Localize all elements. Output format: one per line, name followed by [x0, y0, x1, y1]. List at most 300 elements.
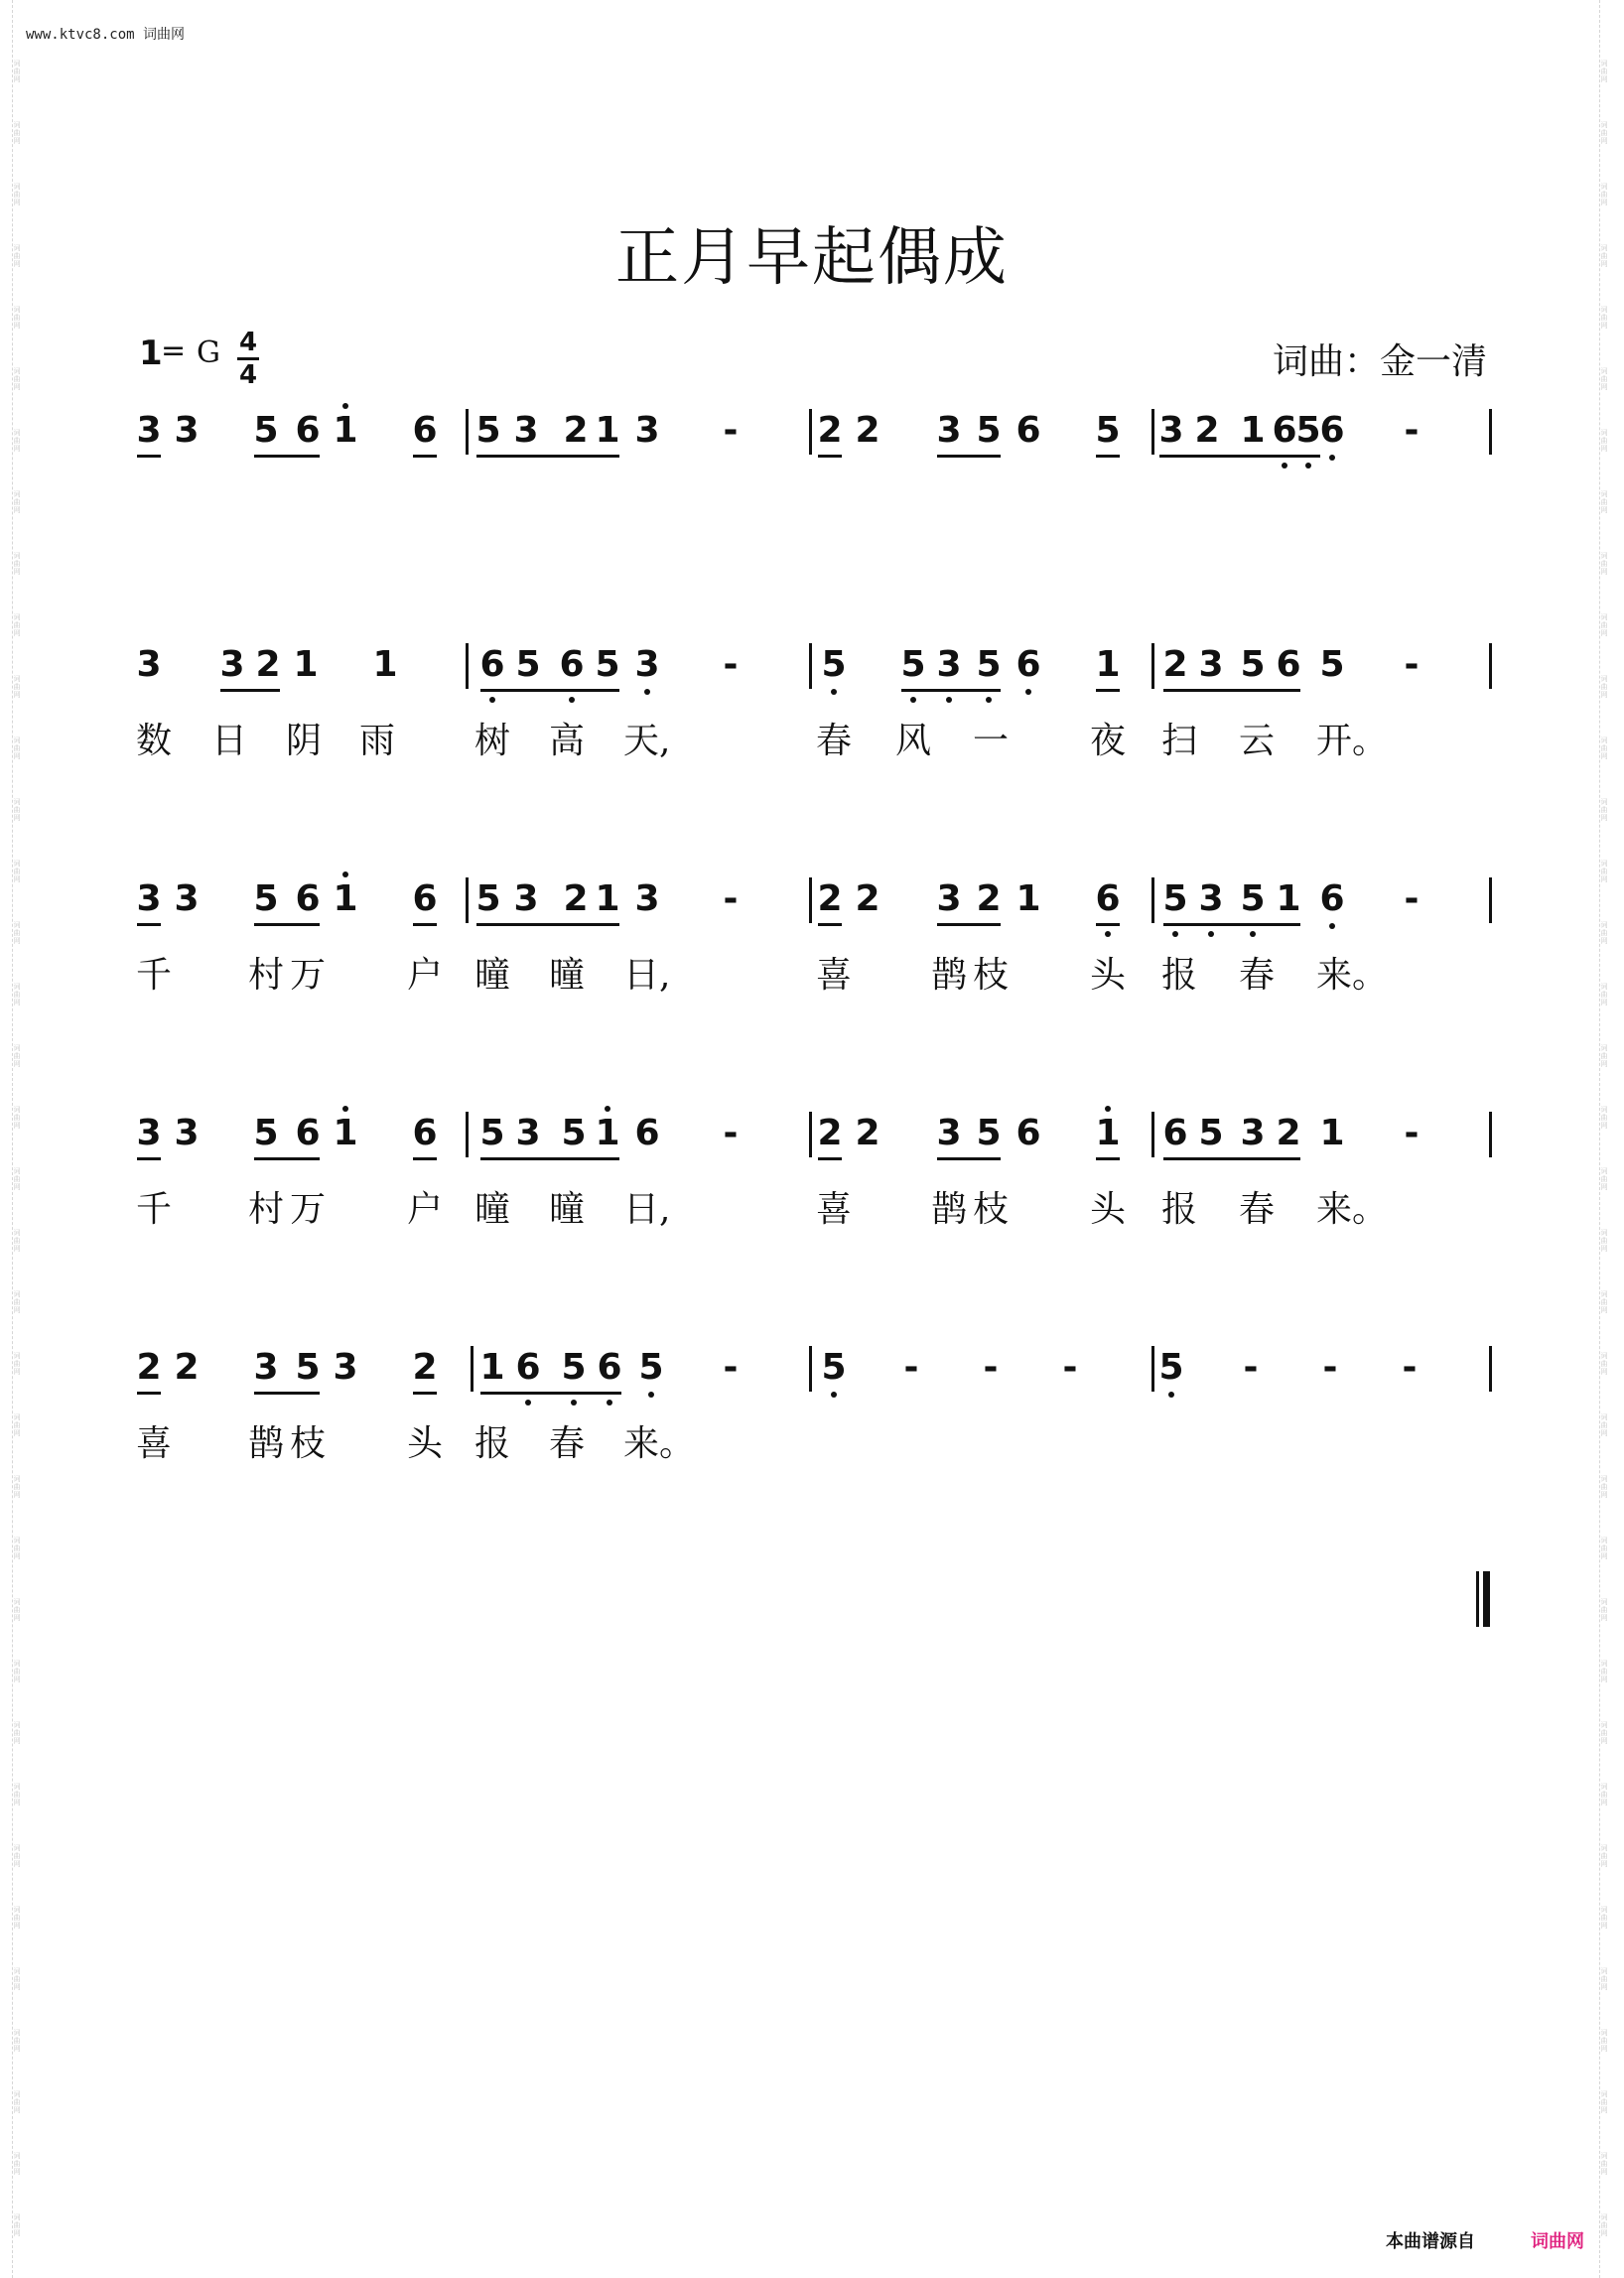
- lyric-char: 万: [290, 955, 327, 996]
- key-name: G: [197, 335, 220, 370]
- note: 3: [174, 1113, 200, 1153]
- note-dash: -: [1402, 1347, 1418, 1388]
- underline-beam: [476, 923, 619, 926]
- side-watermark-mark: 词 曲 网: [13, 1537, 21, 1560]
- side-watermark-mark: 词 曲 网: [1600, 1475, 1608, 1499]
- lyric-char: 喜: [136, 1423, 173, 1464]
- side-watermark-mark: 词 曲 网: [1600, 367, 1608, 391]
- lyric-char: 日: [211, 721, 248, 761]
- lyric-char: 数: [136, 721, 173, 761]
- side-watermark-mark: 词 曲 网: [13, 798, 21, 822]
- low-octave-dot: [1172, 931, 1178, 937]
- note: 6: [412, 410, 438, 451]
- note: 5: [253, 878, 279, 919]
- underline-beam: [480, 689, 619, 692]
- underline-beam: [818, 923, 842, 926]
- note: 6: [1272, 410, 1297, 451]
- side-watermark-mark: 词 曲 网: [13, 1106, 21, 1130]
- side-watermark-mark: 词 曲 网: [1600, 1106, 1608, 1130]
- note: 6: [479, 644, 505, 685]
- side-watermark-mark: 词 曲 网: [1600, 2213, 1608, 2237]
- barline: [466, 1112, 469, 1157]
- lyric-char: 千: [136, 955, 173, 996]
- note: 3: [174, 410, 200, 451]
- side-watermark-mark: 词 曲 网: [13, 613, 21, 637]
- underline-beam: [1163, 1157, 1300, 1160]
- time-signature-top: 4: [238, 328, 258, 357]
- note: 3: [515, 1113, 541, 1153]
- lyric-char: 头: [1090, 1189, 1127, 1230]
- high-octave-dot: [342, 871, 348, 877]
- note: 2: [1194, 410, 1220, 451]
- note: 1: [1276, 878, 1301, 919]
- side-watermark-mark: 词 曲 网: [13, 1721, 21, 1745]
- note: 3: [136, 410, 162, 451]
- lyric-char: 户: [407, 955, 444, 996]
- note-dash: -: [1322, 1347, 1338, 1388]
- note-dash: -: [723, 410, 739, 451]
- composer-credit: 词曲：金一清: [1272, 341, 1487, 382]
- underline-beam: [818, 1157, 842, 1160]
- underline-beam: [254, 923, 320, 926]
- barline: [466, 409, 469, 455]
- note: 3: [174, 878, 200, 919]
- side-watermark-mark: 词 曲 网: [1600, 1660, 1608, 1683]
- underline-beam: [137, 1392, 161, 1395]
- time-signature-bottom: 4: [238, 360, 258, 390]
- barline: [471, 1346, 474, 1392]
- note: 2: [412, 1347, 438, 1388]
- side-watermark-mark: 词 曲 网: [13, 1167, 21, 1191]
- side-watermark-mark: 词 曲 网: [1600, 1044, 1608, 1068]
- lyric-char: 头: [407, 1423, 444, 1464]
- side-watermark-mark: 词 曲 网: [13, 2029, 21, 2053]
- note: 2: [563, 878, 589, 919]
- underline-beam: [937, 923, 1001, 926]
- note: 3: [1198, 644, 1224, 685]
- side-watermark-mark: 词 曲 网: [1600, 60, 1608, 83]
- lyric-char: 春: [816, 721, 853, 761]
- lyric-char: 曈: [474, 955, 511, 996]
- note: 3: [136, 1113, 162, 1153]
- lyric-char: 喜: [816, 955, 853, 996]
- low-octave-dot: [831, 689, 837, 695]
- side-watermark-mark: 词 曲 网: [1600, 860, 1608, 883]
- underline-beam: [818, 455, 842, 458]
- side-watermark-mark: 词 曲 网: [13, 1967, 21, 1991]
- note: 5: [976, 644, 1002, 685]
- side-watermark-mark: 词 曲 网: [13, 306, 21, 330]
- side-watermark-mark: 词 曲 网: [13, 1352, 21, 1376]
- low-octave-dot: [1250, 931, 1256, 937]
- underline-beam: [937, 455, 1001, 458]
- note-dash: -: [983, 1347, 999, 1388]
- underline-beam: [1096, 923, 1120, 926]
- side-watermark-mark: 词 曲 网: [1600, 1967, 1608, 1991]
- song-title: 正月早起偶成: [615, 221, 1009, 295]
- low-octave-dot: [1208, 931, 1214, 937]
- side-watermark-mark: 词 曲 网: [13, 490, 21, 514]
- low-octave-dot: [607, 1400, 612, 1406]
- side-watermark-mark: 词 曲 网: [13, 1413, 21, 1437]
- lyric-char: 阴: [286, 721, 323, 761]
- note: 5: [561, 1347, 587, 1388]
- note: 5: [295, 1347, 321, 1388]
- note: 1: [333, 1113, 358, 1153]
- side-watermark-mark: 词 曲 网: [1600, 2029, 1608, 2053]
- note: 5: [561, 1113, 587, 1153]
- lyric-char: 枝: [290, 1423, 327, 1464]
- low-octave-dot: [831, 1392, 837, 1398]
- side-watermark-mark: 词 曲 网: [13, 1229, 21, 1253]
- side-watermark-mark: 词 曲 网: [1600, 675, 1608, 699]
- low-octave-dot: [571, 1400, 577, 1406]
- side-watermark-mark: 词 曲 网: [1600, 306, 1608, 330]
- lyric-char: 高: [549, 721, 586, 761]
- side-watermark-mark: 词 曲 网: [13, 552, 21, 576]
- note: 5: [515, 644, 541, 685]
- side-watermark-mark: 词 曲 网: [1600, 1352, 1608, 1376]
- lyric-char: 喜: [816, 1189, 853, 1230]
- side-watermark-mark: 词 曲 网: [1600, 183, 1608, 206]
- note: 1: [595, 410, 620, 451]
- note: 6: [1095, 878, 1121, 919]
- side-watermark-mark: 词 曲 网: [13, 860, 21, 883]
- side-watermark-mark: 词 曲 网: [1600, 552, 1608, 576]
- note: 6: [295, 1113, 321, 1153]
- note: 3: [513, 878, 539, 919]
- side-watermark-mark: 词 曲 网: [13, 183, 21, 206]
- lyric-char: 报: [1161, 955, 1198, 996]
- underline-beam: [901, 689, 1001, 692]
- barline: [809, 1112, 812, 1157]
- side-watermark-mark: 词 曲 网: [13, 60, 21, 83]
- lyric-char: 千: [136, 1189, 173, 1230]
- low-octave-dot: [986, 697, 992, 703]
- note: 2: [1162, 644, 1188, 685]
- note: 5: [638, 1347, 664, 1388]
- underline-beam: [1096, 455, 1120, 458]
- side-watermark-mark: 词 曲 网: [1600, 1413, 1608, 1437]
- lyric-char: 报: [474, 1423, 511, 1464]
- side-watermark-mark: 词 曲 网: [1600, 1290, 1608, 1314]
- note-dash: -: [723, 1347, 739, 1388]
- note: 6: [1276, 644, 1301, 685]
- footer-site-name[interactable]: 词曲网: [1531, 2231, 1584, 2252]
- note: 5: [1240, 878, 1266, 919]
- note: 5: [821, 644, 847, 685]
- note: 5: [475, 410, 501, 451]
- note: 3: [936, 1113, 962, 1153]
- low-octave-dot: [910, 697, 916, 703]
- footer-source-label: 本曲谱源自: [1386, 2231, 1475, 2252]
- low-octave-dot: [1025, 689, 1031, 695]
- note: 5: [479, 1113, 505, 1153]
- side-watermark-mark: 词 曲 网: [1600, 1598, 1608, 1622]
- barline: [1151, 1346, 1154, 1392]
- note-dash: -: [903, 1347, 919, 1388]
- underline-beam: [137, 455, 161, 458]
- side-watermark-mark: 词 曲 网: [13, 1844, 21, 1868]
- note-dash: -: [723, 644, 739, 685]
- low-octave-dot: [569, 697, 575, 703]
- barline: [1489, 643, 1492, 689]
- side-watermark-mark: 词 曲 网: [1600, 921, 1608, 945]
- underline-beam: [413, 923, 437, 926]
- note: 5: [475, 878, 501, 919]
- note-dash: -: [723, 1113, 739, 1153]
- lyric-char: 万: [290, 1189, 327, 1230]
- low-octave-dot: [648, 1392, 654, 1398]
- side-watermark-mark: 词 曲 网: [1600, 983, 1608, 1006]
- note: 2: [136, 1347, 162, 1388]
- side-watermark-mark: 词 曲 网: [1600, 1167, 1608, 1191]
- lyric-char: 鹊: [248, 1423, 285, 1464]
- note: 3: [219, 644, 245, 685]
- time-signature: [236, 328, 260, 390]
- note: 6: [1015, 1113, 1041, 1153]
- lyric-char: 来。: [1316, 1189, 1389, 1230]
- note: 6: [412, 878, 438, 919]
- lyric-char: 雨: [359, 721, 396, 761]
- lyric-char: 云: [1239, 721, 1276, 761]
- barline: [809, 409, 812, 455]
- barline: [1151, 643, 1154, 689]
- side-watermark-mark: 词 曲 网: [13, 1660, 21, 1683]
- note: 3: [634, 644, 660, 685]
- note: 5: [976, 410, 1002, 451]
- lyric-char: 扫: [1161, 721, 1198, 761]
- note-dash: -: [1404, 410, 1420, 451]
- note-dash: -: [1062, 1347, 1078, 1388]
- side-watermark-mark: 词 曲 网: [13, 1044, 21, 1068]
- note: 1: [333, 878, 358, 919]
- low-octave-dot: [489, 697, 495, 703]
- note: 1: [595, 878, 620, 919]
- lyric-char: 来。: [1316, 955, 1389, 996]
- side-watermark-mark: 词 曲 网: [1600, 1783, 1608, 1807]
- barline: [466, 643, 469, 689]
- side-watermark-mark: 词 曲 网: [13, 921, 21, 945]
- note: 1: [1319, 1113, 1345, 1153]
- side-watermark-mark: 词 曲 网: [13, 1783, 21, 1807]
- underline-beam: [137, 923, 161, 926]
- underline-beam: [413, 455, 437, 458]
- note: 2: [1276, 1113, 1301, 1153]
- key-equals: =: [161, 334, 187, 368]
- note: 2: [174, 1347, 200, 1388]
- lyric-char: 曈: [549, 1189, 586, 1230]
- note: 6: [634, 1113, 660, 1153]
- high-octave-dot: [605, 1106, 610, 1112]
- lyric-char: 枝: [973, 955, 1010, 996]
- lyric-char: 日,: [623, 955, 671, 996]
- note: 3: [936, 644, 962, 685]
- lyric-char: 一: [973, 721, 1010, 761]
- side-watermark-mark: 词 曲 网: [13, 244, 21, 268]
- note-dash: -: [1404, 878, 1420, 919]
- side-watermark-mark: 词 曲 网: [13, 367, 21, 391]
- side-watermark-mark: 词 曲 网: [1600, 244, 1608, 268]
- note: 5: [1158, 1347, 1184, 1388]
- note: 6: [412, 1113, 438, 1153]
- low-octave-dot: [1282, 463, 1287, 469]
- note: 5: [253, 1113, 279, 1153]
- lyric-char: 来。: [623, 1423, 696, 1464]
- lyric-char: 户: [407, 1189, 444, 1230]
- lyric-char: 村: [248, 1189, 285, 1230]
- underline-beam: [937, 1157, 1001, 1160]
- note: 6: [1162, 1113, 1188, 1153]
- note: 2: [855, 410, 880, 451]
- note: 3: [513, 410, 539, 451]
- underline-beam: [254, 1392, 320, 1395]
- low-octave-dot: [1105, 931, 1111, 937]
- note: 5: [1295, 410, 1321, 451]
- note: 3: [936, 410, 962, 451]
- note: 2: [855, 1113, 880, 1153]
- note: 2: [817, 410, 843, 451]
- note: 1: [479, 1347, 505, 1388]
- low-octave-dot: [1329, 923, 1335, 929]
- underline-beam: [254, 455, 320, 458]
- low-octave-dot: [644, 689, 650, 695]
- lyric-char: 天,: [623, 721, 671, 761]
- note: 5: [1095, 410, 1121, 451]
- underline-beam: [480, 1157, 619, 1160]
- barline: [1489, 1112, 1492, 1157]
- lyric-char: 枝: [973, 1189, 1010, 1230]
- side-watermark-mark: 词 曲 网: [1600, 1229, 1608, 1253]
- note: 6: [1319, 410, 1345, 451]
- note: 1: [372, 644, 398, 685]
- note: 3: [136, 644, 162, 685]
- note: 3: [634, 878, 660, 919]
- side-watermark-mark: 词 曲 网: [13, 1475, 21, 1499]
- note: 3: [634, 410, 660, 451]
- note: 1: [595, 1113, 620, 1153]
- side-watermark-mark: 词 曲 网: [1600, 1844, 1608, 1868]
- underline-beam: [1096, 1157, 1120, 1160]
- underline-beam: [220, 689, 280, 692]
- note: 5: [1162, 878, 1188, 919]
- note: 3: [136, 878, 162, 919]
- low-octave-dot: [1305, 463, 1311, 469]
- note: 6: [559, 644, 585, 685]
- note: 5: [976, 1113, 1002, 1153]
- final-barline-thin: [1476, 1571, 1479, 1627]
- note-dash: -: [1243, 1347, 1259, 1388]
- note: 5: [253, 410, 279, 451]
- note: 6: [1319, 878, 1345, 919]
- barline: [809, 643, 812, 689]
- barline: [466, 877, 469, 923]
- side-watermark-mark: 词 曲 网: [13, 2152, 21, 2176]
- barline: [1489, 877, 1492, 923]
- side-watermark-mark: 词 曲 网: [1600, 613, 1608, 637]
- barline: [1489, 409, 1492, 455]
- side-watermark-mark: 词 曲 网: [1600, 2090, 1608, 2114]
- note: 3: [253, 1347, 279, 1388]
- lyric-char: 树: [474, 721, 511, 761]
- side-watermark-mark: 词 曲 网: [13, 2213, 21, 2237]
- barline: [809, 1346, 812, 1392]
- note: 3: [1240, 1113, 1266, 1153]
- lyric-char: 鹊: [931, 955, 968, 996]
- note: 5: [1240, 644, 1266, 685]
- side-watermark-mark: 词 曲 网: [1600, 737, 1608, 760]
- lyric-char: 头: [1090, 955, 1127, 996]
- underline-beam: [1096, 689, 1120, 692]
- note: 5: [1198, 1113, 1224, 1153]
- note-dash: -: [1404, 1113, 1420, 1153]
- low-octave-dot: [946, 697, 952, 703]
- lyric-char: 曈: [549, 955, 586, 996]
- site-url: www.ktvc8.com 词曲网: [26, 27, 186, 43]
- note: 6: [1015, 644, 1041, 685]
- underline-beam: [413, 1157, 437, 1160]
- side-watermark-mark: 词 曲 网: [1600, 490, 1608, 514]
- lyric-char: 报: [1161, 1189, 1198, 1230]
- lyric-char: 春: [1239, 955, 1276, 996]
- barline: [1151, 1112, 1154, 1157]
- note: 2: [563, 410, 589, 451]
- note: 6: [515, 1347, 541, 1388]
- underline-beam: [476, 455, 619, 458]
- high-octave-dot: [1105, 1106, 1111, 1112]
- side-watermark-mark: 词 曲 网: [1600, 1537, 1608, 1560]
- underline-beam: [1159, 455, 1320, 458]
- underline-beam: [413, 1392, 437, 1395]
- lyric-char: 村: [248, 955, 285, 996]
- note: 1: [1095, 1113, 1121, 1153]
- note: 5: [595, 644, 620, 685]
- note: 1: [333, 410, 358, 451]
- note: 6: [295, 878, 321, 919]
- note: 1: [1240, 410, 1266, 451]
- lyric-char: 日,: [623, 1189, 671, 1230]
- side-watermark-mark: 词 曲 网: [13, 429, 21, 453]
- high-octave-dot: [342, 1106, 348, 1112]
- side-watermark-mark: 词 曲 网: [13, 675, 21, 699]
- note: 2: [855, 878, 880, 919]
- note: 6: [597, 1347, 622, 1388]
- note: 6: [295, 410, 321, 451]
- side-watermark-mark: 词 曲 网: [1600, 1906, 1608, 1930]
- note: 1: [293, 644, 319, 685]
- low-octave-dot: [1329, 455, 1335, 461]
- barline: [1151, 409, 1154, 455]
- note: 2: [255, 644, 281, 685]
- lyric-char: 曈: [474, 1189, 511, 1230]
- low-octave-dot: [1168, 1392, 1174, 1398]
- note: 3: [1158, 410, 1184, 451]
- note: 1: [1095, 644, 1121, 685]
- underline-beam: [254, 1157, 320, 1160]
- key-tonic: 1: [139, 334, 163, 373]
- side-watermark-mark: 词 曲 网: [1600, 1721, 1608, 1745]
- note: 3: [333, 1347, 358, 1388]
- lyric-char: 春: [549, 1423, 586, 1464]
- side-watermark-mark: 词 曲 网: [13, 737, 21, 760]
- score-line: [0, 409, 1624, 469]
- note: 6: [1015, 410, 1041, 451]
- side-watermark-mark: 词 曲 网: [13, 1598, 21, 1622]
- side-watermark-mark: 词 曲 网: [1600, 121, 1608, 145]
- note: 3: [1198, 878, 1224, 919]
- lyric-char: 开。: [1316, 721, 1389, 761]
- barline: [1151, 877, 1154, 923]
